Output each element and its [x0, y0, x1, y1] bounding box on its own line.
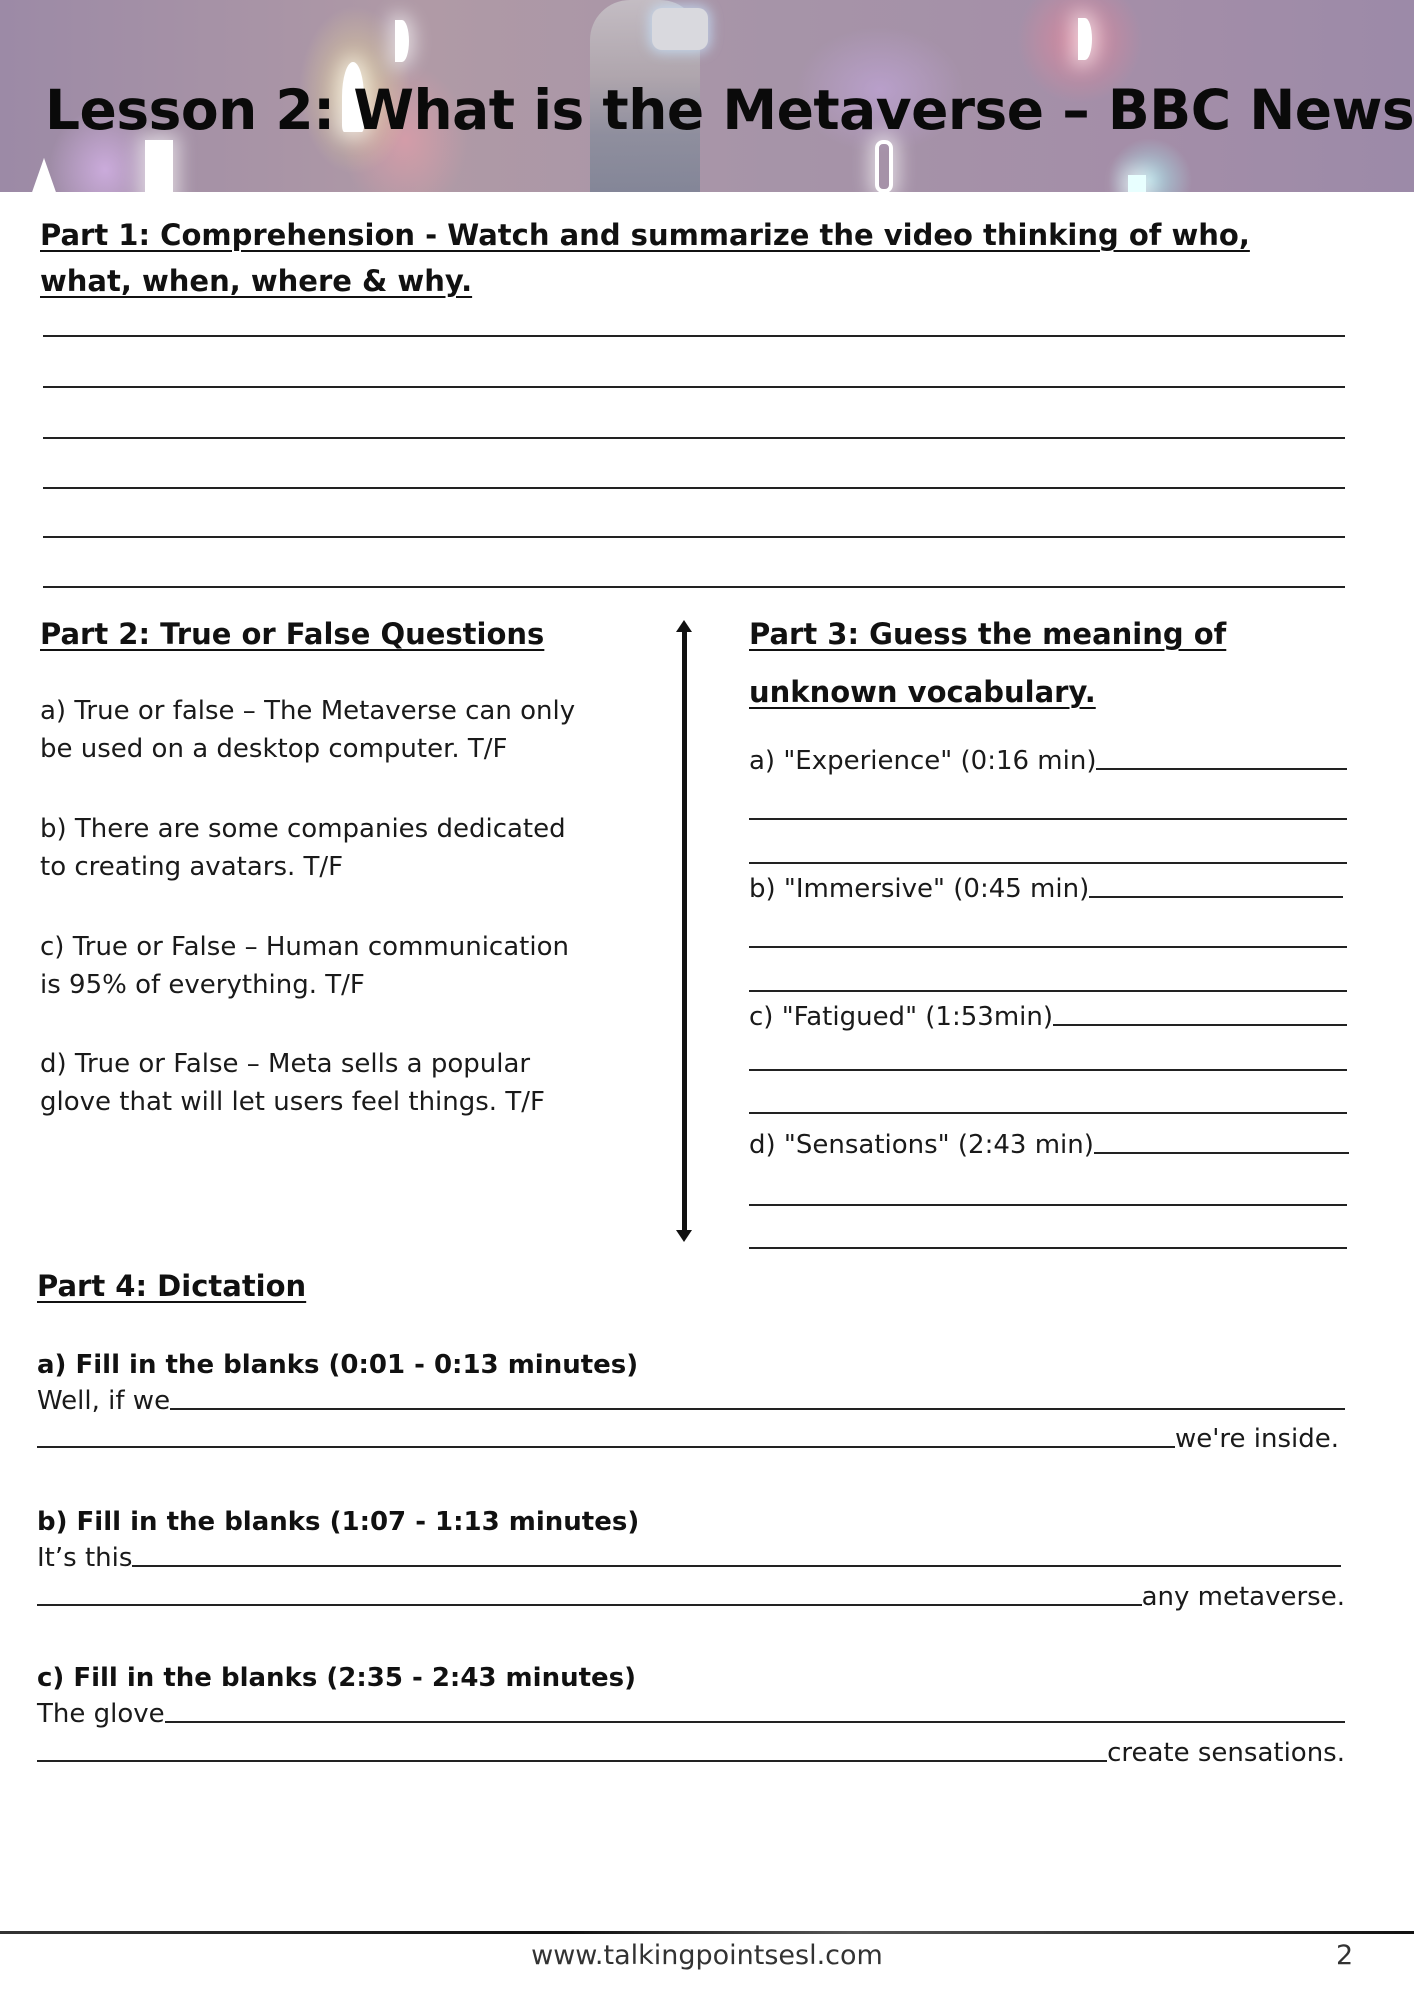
- blank-line[interactable]: [37, 1446, 1175, 1448]
- answer-line[interactable]: [749, 946, 1347, 948]
- dictation-end: we're inside.: [1174, 1424, 1339, 1454]
- part3-heading-line2: unknown vocabulary.: [749, 675, 1096, 709]
- glow-shape: [30, 158, 58, 192]
- answer-line[interactable]: [749, 1069, 1347, 1071]
- vocab-item-b: [749, 874, 1343, 904]
- blank-line[interactable]: [132, 1565, 1341, 1567]
- footer-website: www.talkingpointsesl.com: [531, 1940, 883, 1971]
- part1-heading: [40, 212, 1250, 304]
- part2-heading: Part 2: True or False Questions: [40, 617, 545, 651]
- dictation-line-c1: [37, 1699, 1345, 1729]
- vr-headset-image: [652, 8, 708, 50]
- question-text: glove that will let users feel things. T/F: [40, 1087, 545, 1117]
- dictation-line-a1: [37, 1386, 1345, 1416]
- tf-question-b: [40, 810, 566, 886]
- blank-line[interactable]: [165, 1721, 1345, 1723]
- vocab-item-d: [749, 1130, 1349, 1160]
- answer-line[interactable]: [43, 386, 1345, 388]
- answer-line[interactable]: [1096, 768, 1347, 770]
- part1-heading-line1: Part 1: Comprehension - Watch and summarize the video thinking of who,: [40, 218, 1250, 252]
- glow-shape: [1128, 175, 1146, 192]
- divider-cap-top: [676, 620, 692, 632]
- question-text: b) There are some companies dedicated: [40, 814, 566, 844]
- vocab-label: b) "Immersive" (0:45 min): [749, 874, 1090, 904]
- glow-shape: [395, 20, 409, 62]
- tf-question-d: [40, 1045, 545, 1121]
- answer-line[interactable]: [749, 1247, 1347, 1249]
- dictation-end: create sensations.: [1107, 1738, 1345, 1768]
- page-title: Lesson 2: What is the Metaverse – BBC News: [45, 78, 1414, 142]
- answer-line[interactable]: [1094, 1152, 1349, 1154]
- blank-line[interactable]: [37, 1760, 1107, 1762]
- dictation-title-a: a) Fill in the blanks (0:01 - 0:13 minutes): [37, 1350, 639, 1380]
- vocab-label: d) "Sensations" (2:43 min): [749, 1130, 1094, 1160]
- header-banner: [0, 0, 1414, 192]
- question-text: to creating avatars. T/F: [40, 852, 344, 882]
- dictation-line-c2: [37, 1738, 1345, 1768]
- divider-cap-bottom: [676, 1230, 692, 1242]
- dictation-title-b: b) Fill in the blanks (1:07 - 1:13 minutes): [37, 1507, 640, 1537]
- footer-divider: [0, 1931, 1414, 1934]
- tf-question-a: [40, 692, 575, 768]
- answer-line[interactable]: [749, 1112, 1347, 1114]
- blank-line[interactable]: [37, 1604, 1142, 1606]
- part3-heading-line1: Part 3: Guess the meaning of: [749, 617, 1227, 651]
- dictation-line-b1: [37, 1543, 1341, 1573]
- answer-line[interactable]: [43, 586, 1345, 588]
- answer-line[interactable]: [43, 437, 1345, 439]
- dictation-title-c: c) Fill in the blanks (2:35 - 2:43 minutes): [37, 1663, 637, 1693]
- dictation-start: It’s this: [37, 1543, 133, 1573]
- answer-line[interactable]: [749, 1204, 1347, 1206]
- question-text: be used on a desktop computer. T/F: [40, 734, 508, 764]
- dictation-start: Well, if we: [37, 1386, 171, 1416]
- glow-shape: [145, 140, 173, 192]
- glow-shape: [1078, 18, 1092, 60]
- tf-question-c: [40, 928, 569, 1004]
- part1-heading-line2: what, when, where & why.: [40, 264, 473, 298]
- answer-line[interactable]: [1053, 1024, 1347, 1026]
- answer-line[interactable]: [749, 862, 1347, 864]
- dictation-line-b2: [37, 1582, 1345, 1612]
- vocab-label: a) "Experience" (0:16 min): [749, 746, 1097, 776]
- question-text: d) True or False – Meta sells a popular: [40, 1049, 531, 1079]
- question-text: is 95% of everything. T/F: [40, 970, 365, 1000]
- answer-line[interactable]: [43, 335, 1345, 337]
- part4-heading: Part 4: Dictation: [37, 1269, 307, 1303]
- answer-line[interactable]: [43, 536, 1345, 538]
- question-text: c) True or False – Human communication: [40, 932, 569, 962]
- answer-line[interactable]: [1089, 896, 1343, 898]
- answer-line[interactable]: [749, 818, 1347, 820]
- dictation-end: any metaverse.: [1141, 1582, 1345, 1612]
- part3-heading: [749, 605, 1226, 721]
- glow-shape: [875, 140, 893, 192]
- column-divider: [682, 628, 687, 1232]
- page-number: 2: [1336, 1940, 1354, 1971]
- dictation-start: The glove: [37, 1699, 165, 1729]
- vocab-item-c: [749, 1002, 1347, 1032]
- vocab-label: c) "Fatigued" (1:53min): [749, 1002, 1053, 1032]
- answer-line[interactable]: [43, 487, 1345, 489]
- blank-line[interactable]: [170, 1408, 1345, 1410]
- question-text: a) True or false – The Metaverse can only: [40, 696, 576, 726]
- dictation-line-a2: [37, 1424, 1339, 1454]
- answer-line[interactable]: [749, 990, 1347, 992]
- vocab-item-a: [749, 746, 1347, 776]
